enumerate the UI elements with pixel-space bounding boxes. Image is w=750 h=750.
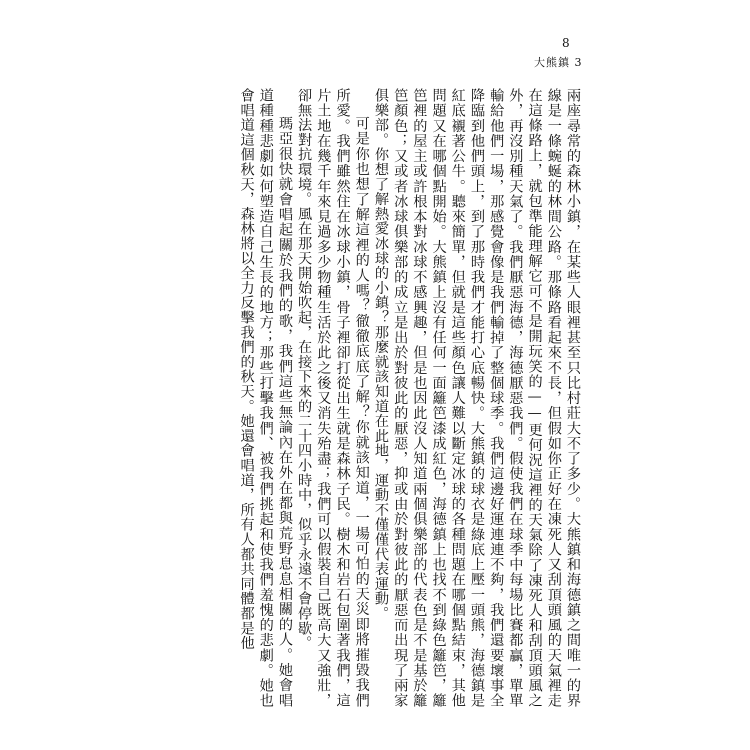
paragraph-2: 可是你也想了解這裡的人嗎？徹徹底底了解？你就該知道，一場可怕的天災即將摧毀我們所愛。我們雖然住在冰球小鎮，骨子裡卻打從出生就是森林子民。樹木和岩石包圍著我們，這片土地在幾千年來見過多少物種生活於此之後又消失殆盡；我們可以假裝自己既高大又強壯，卻無法對抗環境。風在那天開始吹起，在接下來的二十四小時中，似乎永遠不會停歇。 <box>296 88 370 708</box>
paragraph-3: 瑪亞很快就會唱起關於我們的歌，我們這些無論內在外在都與荒野息息相關的人。她會唱道種種悲劇如何塑造自己生長的地方；那些打擊我們、被我們挑起和使我們羞愧的悲劇。她也會唱道這個秋天，森林將以全力反擊我們的秋天。她還會唱道，所有人都共同體都是他 <box>238 88 293 708</box>
paragraph-1: 兩座尋常的森林小鎮，在某些人眼裡甚至只比村莊大不了多少。大熊鎮和海德鎮之間唯一的界線是一條蜿蜒的林間公路。那條路看起來不長，但假如你正好在凍死人又刮頂頭風的天氣裡走在這條路上，就包準能理解它可不是開玩笑的——更何況這裡的天氣除了凍死人和刮頂頭風之外，再沒別種天氣了。我們厭惡海德，海德厭惡我們。假使我們在球季中每場比賽都贏，單單輸給他們一場，那感覺會像是我們輸掉了整個球季。我們這邊好運連連不夠，我們還要壞事全降臨到他們頭上，到了那時我們才能打心底暢快。大熊鎮的球衣是綠底上壓一頭熊，海德鎮是紅底襯著公牛。聽來簡單，但就是這些顏色讓人難以斷定冰球的各種問題在哪個點結束，其他問題又在哪個點開始。大熊鎮上沒有任何一面籬笆漆成紅色，海德鎮上也找不到綠色籬笆，籬笆裡的屋主或許根本對冰球不感興趣，但是也因此沒人知道兩個俱樂部的代表色是不是基於籬笆顏色；又或者冰球俱樂部的成立是出於對彼此的厭惡，抑或由於對彼此的厭惡而出現了兩家俱樂部。你想了解熱愛冰球的小鎮？那麼就該知道在此地，運動不僅僅代表運動。 <box>372 88 581 708</box>
running-title: 大熊鎮 3 <box>534 56 583 69</box>
page-number: 8 <box>562 36 570 50</box>
vertical-body-text <box>132 88 582 708</box>
